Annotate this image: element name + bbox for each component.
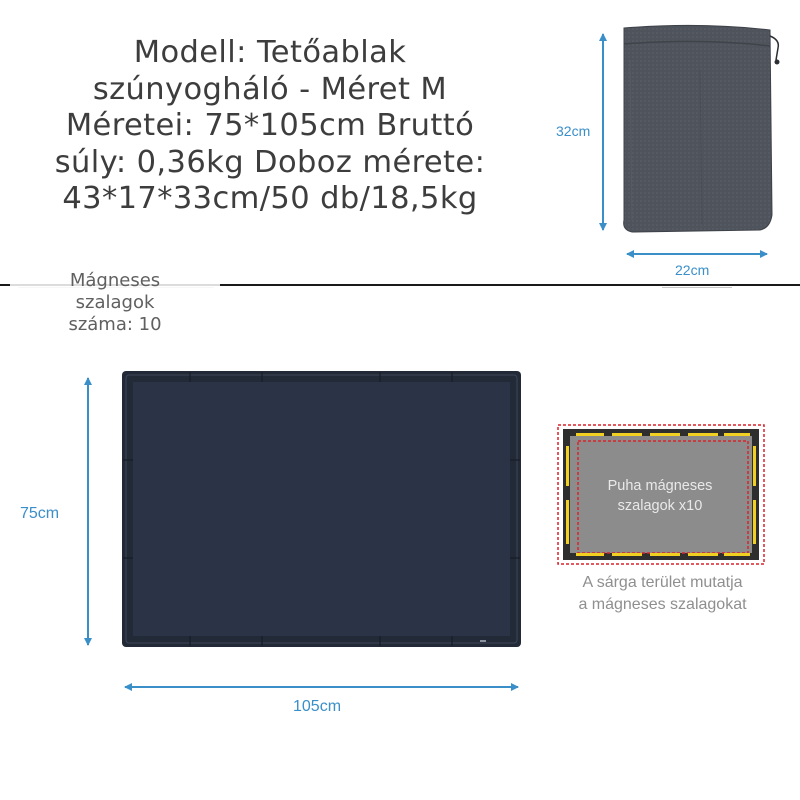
mosquito-net <box>122 371 521 647</box>
legend-line: Puha mágneses <box>607 478 713 494</box>
caption-line: Mágneses <box>69 270 161 291</box>
caption-line: szalagok <box>75 292 155 313</box>
caption-line: száma: 10 <box>68 314 162 335</box>
spec-line: szúnyogháló - Méret M <box>92 71 448 107</box>
legend-line: szalagok x10 <box>617 498 703 514</box>
note-line: A sárga terület mutatja <box>582 574 743 591</box>
storage-bag <box>624 25 780 232</box>
strap-count-caption <box>10 270 220 336</box>
bag-height-label: 32cm <box>556 123 591 139</box>
spec-line: Modell: Tetőablak <box>133 35 407 70</box>
net-height-label: 75cm <box>20 505 60 522</box>
bag-width-label: 22cm <box>675 262 710 278</box>
spec-line: 43*17*33cm/50 db/18,5kg <box>62 181 478 216</box>
magnet-legend-note <box>540 572 785 616</box>
spec-line: Méretei: 75*105cm Bruttó <box>65 108 475 143</box>
note-line: a mágneses szalagokat <box>578 596 747 613</box>
spec-line: súly: 0,36kg Doboz mérete: <box>54 144 486 180</box>
magnet-legend-label <box>575 476 745 516</box>
net-width-label: 105cm <box>293 698 342 715</box>
drawstring-cord <box>770 36 778 60</box>
